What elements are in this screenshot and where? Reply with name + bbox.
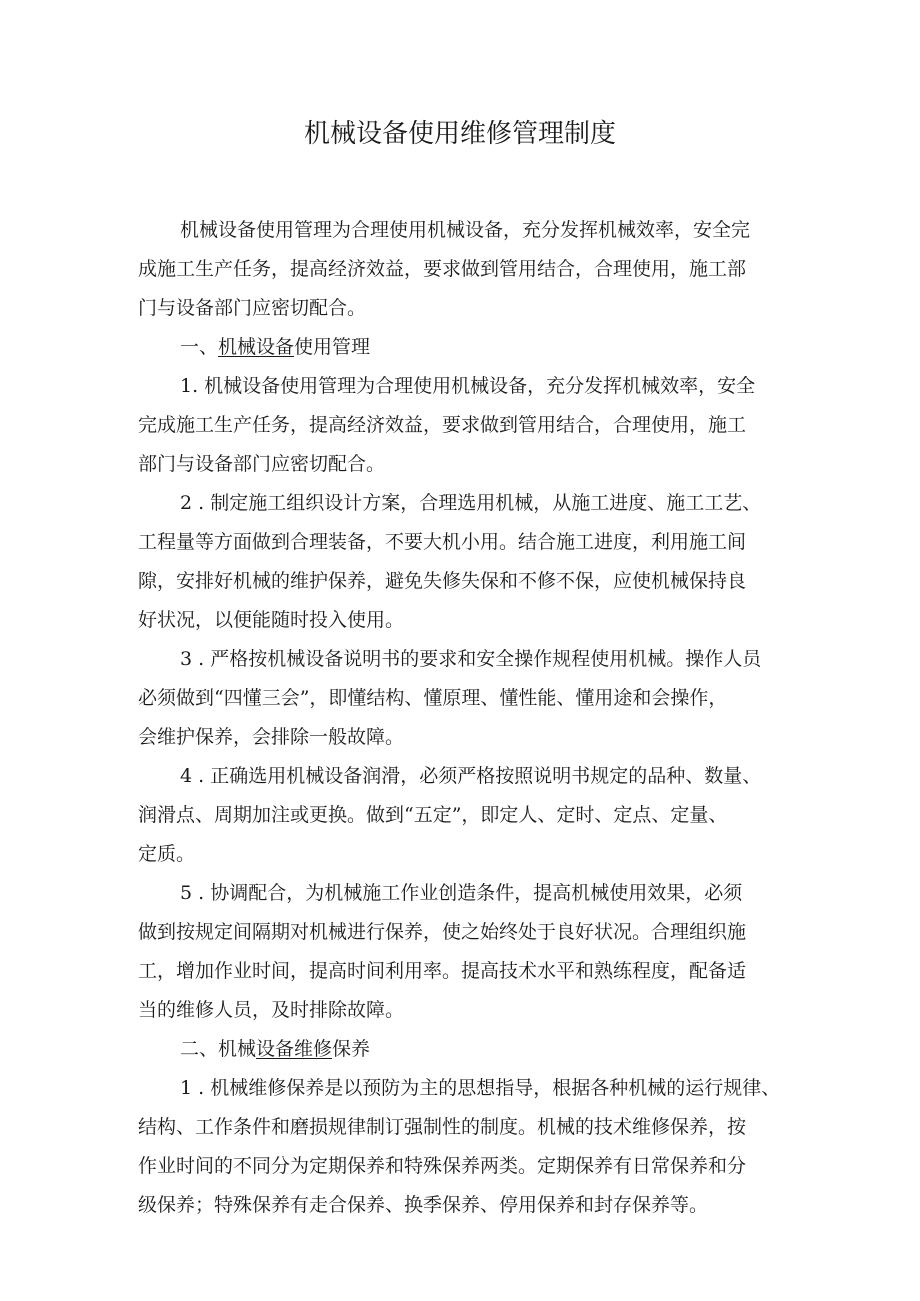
text-line: 工，增加作业时间，提高时间利用率。提高技术水平和熟练程度，配备适 <box>138 960 747 982</box>
text-line: 门与设备部门应密切配合。 <box>138 297 367 319</box>
text-line: 作业时间的不同分为定期保养和特殊保养两类。定期保养有日常保养和分 <box>138 1155 747 1177</box>
item-paragraph-3 <box>138 640 786 757</box>
section-heading-prefix: 一、 <box>180 336 219 358</box>
item-paragraph-2 <box>138 484 786 640</box>
intro-paragraph <box>138 211 786 328</box>
text-line: 1. 机械设备使用管理为合理使用机械设备，充分发挥机械效率，安全 <box>180 375 756 397</box>
section-heading-suffix: 保养 <box>332 1038 371 1060</box>
item-paragraph-5 <box>138 874 786 1030</box>
section-heading-suffix: 使用管理 <box>294 336 371 358</box>
item-paragraph-6 <box>138 1069 786 1225</box>
document-body <box>138 211 786 1225</box>
text-line: 4 . 正确选用机械设备润滑，必须严格按照说明书规定的品种、数量、 <box>180 765 762 787</box>
text-line: 会维护保养，会排除一般故障。 <box>138 726 405 748</box>
section-heading-underlined: 设备维修 <box>256 1038 333 1060</box>
text-line: 完成施工生产任务，提高经济效益，要求做到管用结合，合理使用，施工 <box>138 414 747 436</box>
text-line: 部门与设备部门应密切配合。 <box>138 453 386 475</box>
text-line: 润滑点、周期加注或更换。做到“五定”，即定人、定时、定点、定量、 <box>138 804 728 826</box>
text-line: 3 . 严格按机械设备说明书的要求和安全操作规程使用机械。操作人员 <box>180 648 762 670</box>
text-line: 机械设备使用管理为合理使用机械设备，充分发挥机械效率，安全完 <box>180 219 751 241</box>
item-paragraph-4 <box>138 757 786 874</box>
section-heading-1 <box>138 328 786 367</box>
text-line: 5 . 协调配合，为机械施工作业创造条件，提高机械使用效果，必须 <box>180 882 743 904</box>
text-line: 定质。 <box>138 843 196 865</box>
section-heading-underlined: 机械设备 <box>218 336 295 358</box>
section-heading-2 <box>138 1030 786 1069</box>
text-line: 结构、工作条件和磨损规律制订强制性的制度。机械的技术维修保养，按 <box>138 1116 747 1138</box>
text-line: 必须做到“四懂三会”，即懂结构、懂原理、懂性能、懂用途和会操作， <box>138 687 728 709</box>
section-heading-prefix: 二、机械 <box>180 1038 257 1060</box>
text-line: 当的维修人员，及时排除故障。 <box>138 999 405 1021</box>
text-line: 2 . 制定施工组织设计方案，合理选用机械，从施工进度、施工工艺、 <box>180 492 762 514</box>
text-line: 好状况，以便能随时投入使用。 <box>138 609 405 631</box>
text-line: 成施工生产任务，提高经济效益，要求做到管用结合，合理使用，施工部 <box>138 258 747 280</box>
document-title: 机械设备使用维修管理制度 <box>303 119 616 149</box>
item-paragraph-1 <box>138 367 786 484</box>
text-line: 工程量等方面做到合理装备，不要大机小用。结合施工进度，利用施工间 <box>138 531 747 553</box>
text-line: 隙，安排好机械的维护保养，避免失修失保和不修不保，应使机械保持良 <box>138 570 747 592</box>
text-line: 1 . 机械维修保养是以预防为主的思想指导，根据各种机械的运行规律、 <box>180 1077 781 1099</box>
text-line: 做到按规定间隔期对机械进行保养，使之始终处于良好状况。合理组织施 <box>138 921 747 943</box>
text-line: 级保养；特殊保养有走合保养、换季保养、停用保养和封存保养等。 <box>138 1194 709 1216</box>
